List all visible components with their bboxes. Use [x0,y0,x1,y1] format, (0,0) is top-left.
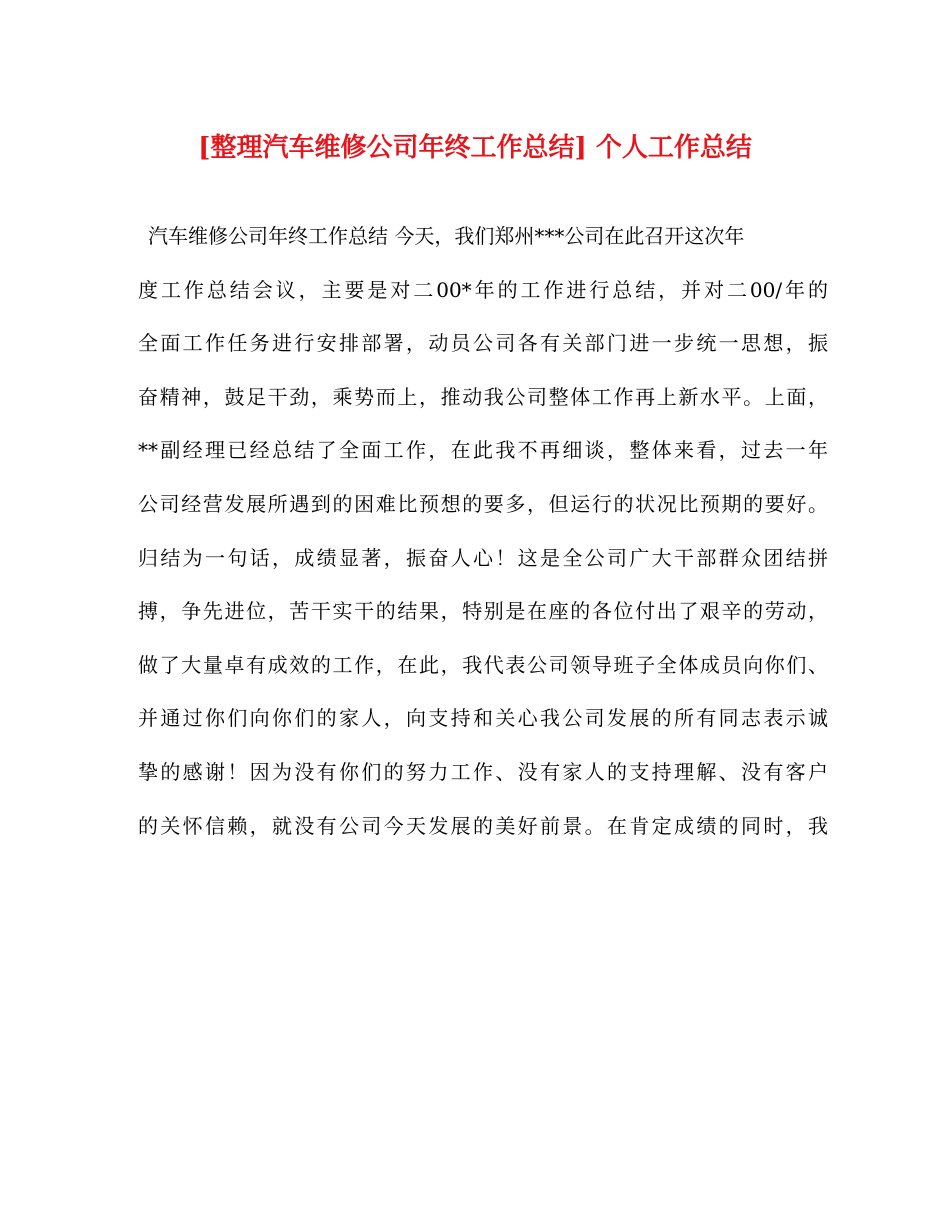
document-body [138,210,828,853]
body-line-1: 汽车维修公司年终工作总结 今天，我们郑州***公司在此召开这次年 [148,224,745,248]
body-line-2: 度工作总结会议，主要是对二00*年的工作进行总结，并对二00/年的 [138,277,828,302]
body-line-8: 搏，争先进位，苦干实干的结果，特别是在座的各位付出了艰辛的劳动， [138,599,828,624]
body-line-7: 归结为一句话，成绩显著，振奋人心！这是全公司广大干部群众团结拼 [138,545,828,570]
body-line-5: **副经理已经总结了全面工作，在此我不再细谈，整体来看，过去一年 [138,438,828,463]
body-line-11: 挚的感谢！因为没有你们的努力工作、没有家人的支持理解、没有客户 [138,759,828,784]
body-line-6: 公司经营发展所遇到的困难比预想的要多，但运行的状况比预期的要好。 [138,491,828,516]
body-line-3: 全面工作任务进行安排部署，动员公司各有关部门进一步统一思想，振 [138,331,828,356]
body-line-4: 奋精神，鼓足干劲，乘势而上，推动我公司整体工作再上新水平。上面， [138,384,828,409]
body-line-9: 做了大量卓有成效的工作，在此，我代表公司领导班子全体成员向你们、 [138,652,828,677]
body-line-12: 的关怀信赖，就没有公司今天发展的美好前景。在肯定成绩的同时，我 [138,813,828,838]
document-title: [整理汽车维修公司年终工作总结] 个人工作总结 [198,133,752,163]
body-line-10: 并通过你们向你们的家人，向支持和关心我公司发展的所有同志表示诚 [138,706,828,731]
